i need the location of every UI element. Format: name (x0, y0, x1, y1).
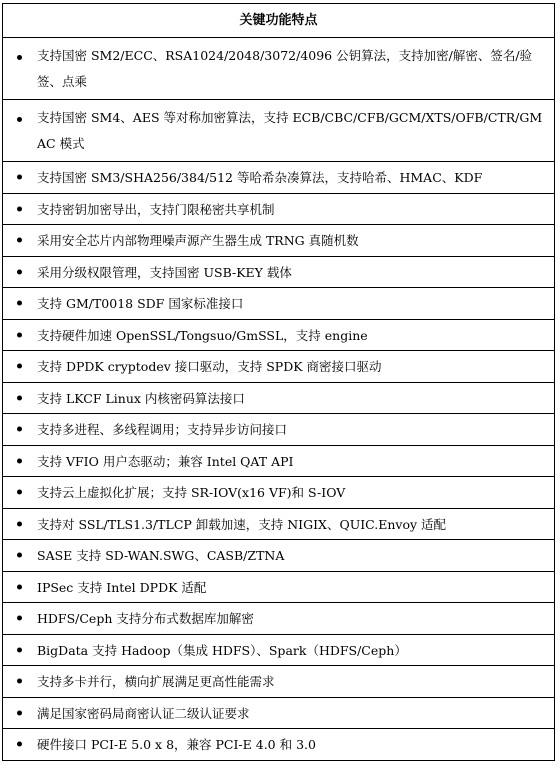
row-text: 采用分级权限管理，支持国密 USB-KEY 载体 (37, 264, 292, 280)
table-row (3, 320, 554, 352)
row-text: 满足国家密码局商密认证二级认证要求 (37, 705, 250, 721)
table-row (3, 446, 554, 478)
table-row (3, 194, 554, 226)
table-row (3, 572, 554, 604)
table-row (3, 38, 554, 100)
table-header: 关键功能特点 (3, 4, 554, 38)
bullet-icon (17, 395, 22, 400)
bullet-icon (17, 647, 22, 652)
table-row (3, 225, 554, 257)
row-text: 支持密钥加密导出，支持门限秘密共享机制 (37, 201, 275, 217)
bullet-icon (17, 238, 22, 243)
table-row (3, 100, 554, 162)
bullet-icon (17, 742, 22, 747)
row-text: 支持 LKCF Linux 内核密码算法接口 (37, 390, 245, 406)
bullet-icon (17, 616, 22, 621)
table-row (3, 383, 554, 415)
bullet-icon (17, 584, 22, 589)
row-text: SASE 支持 SD-WAN.SWG、CASB/ZTNA (37, 548, 285, 564)
table-row (3, 477, 554, 509)
bullet-icon (17, 710, 22, 715)
row-text: 硬件接口 PCI-E 5.0 x 8，兼容 PCI-E 4.0 和 3.0 (37, 737, 316, 753)
row-text: 支持国密 SM3/SHA256/384/512 等哈希杂凑算法，支持哈希、HMAC、KDF (37, 170, 483, 186)
table-row (3, 635, 554, 667)
bullet-icon (17, 55, 22, 60)
bullet-icon (17, 364, 22, 369)
table-row (3, 729, 554, 761)
row-text: 支持多卡并行，横向扩展满足更高性能需求 (37, 674, 275, 690)
table-row (3, 162, 554, 194)
bullet-icon (17, 117, 22, 122)
table-row (3, 540, 554, 572)
table-row (3, 414, 554, 446)
row-text: 支持 VFIO 用户态驱动；兼容 Intel QAT API (37, 453, 294, 469)
row-text: 支持国密 SM4、AES 等对称加密算法，支持 ECB/CBC/CFB/GCM/XTS/OFB/CTR/GMAC 模式 (37, 109, 543, 151)
row-text: 支持 GM/T0018 SDF 国家标准接口 (37, 296, 244, 312)
row-text: 支持多进程、多线程调用；支持异步访问接口 (37, 422, 288, 438)
features-table (2, 3, 555, 761)
row-text: 支持对 SSL/TLS1.3/TLCP 卸载加速，支持 NIGIX、QUIC.Envoy 适配 (37, 516, 447, 532)
table-row (3, 351, 554, 383)
bullet-icon (17, 521, 22, 526)
table-row (3, 288, 554, 320)
bullet-icon (17, 679, 22, 684)
row-text: 支持国密 SM2/ECC、RSA1024/2048/3072/4096 公钥算法，支持加密/解密、签名/验签、点乘 (37, 47, 533, 89)
bullet-icon (17, 206, 22, 211)
bullet-icon (17, 175, 22, 180)
row-text: IPSec 支持 Intel DPDK 适配 (37, 579, 207, 595)
row-text: BigData 支持 Hadoop（集成 HDFS）、Spark（HDFS/Ceph） (37, 642, 407, 658)
row-text: HDFS/Ceph 支持分布式数据库加解密 (37, 611, 254, 627)
bullet-icon (17, 269, 22, 274)
row-text: 采用安全芯片内部物理噪声源产生器生成 TRNG 真随机数 (37, 233, 359, 249)
bullet-icon (17, 458, 22, 463)
table-row (3, 603, 554, 635)
row-text: 支持 DPDK cryptodev 接口驱动，支持 SPDK 商密接口驱动 (37, 359, 382, 375)
bullet-icon (17, 490, 22, 495)
bullet-icon (17, 427, 22, 432)
table-row (3, 698, 554, 730)
table-row (3, 257, 554, 289)
table-row (3, 509, 554, 541)
bullet-icon (17, 332, 22, 337)
row-text: 支持硬件加速 OpenSSL/Tongsuo/GmSSL，支持 engine (37, 327, 368, 343)
row-text: 支持云上虚拟化扩展；支持 SR-IOV(x16 VF)和 S-IOV (37, 485, 346, 501)
table-row (3, 666, 554, 698)
bullet-icon (17, 301, 22, 306)
bullet-icon (17, 553, 22, 558)
